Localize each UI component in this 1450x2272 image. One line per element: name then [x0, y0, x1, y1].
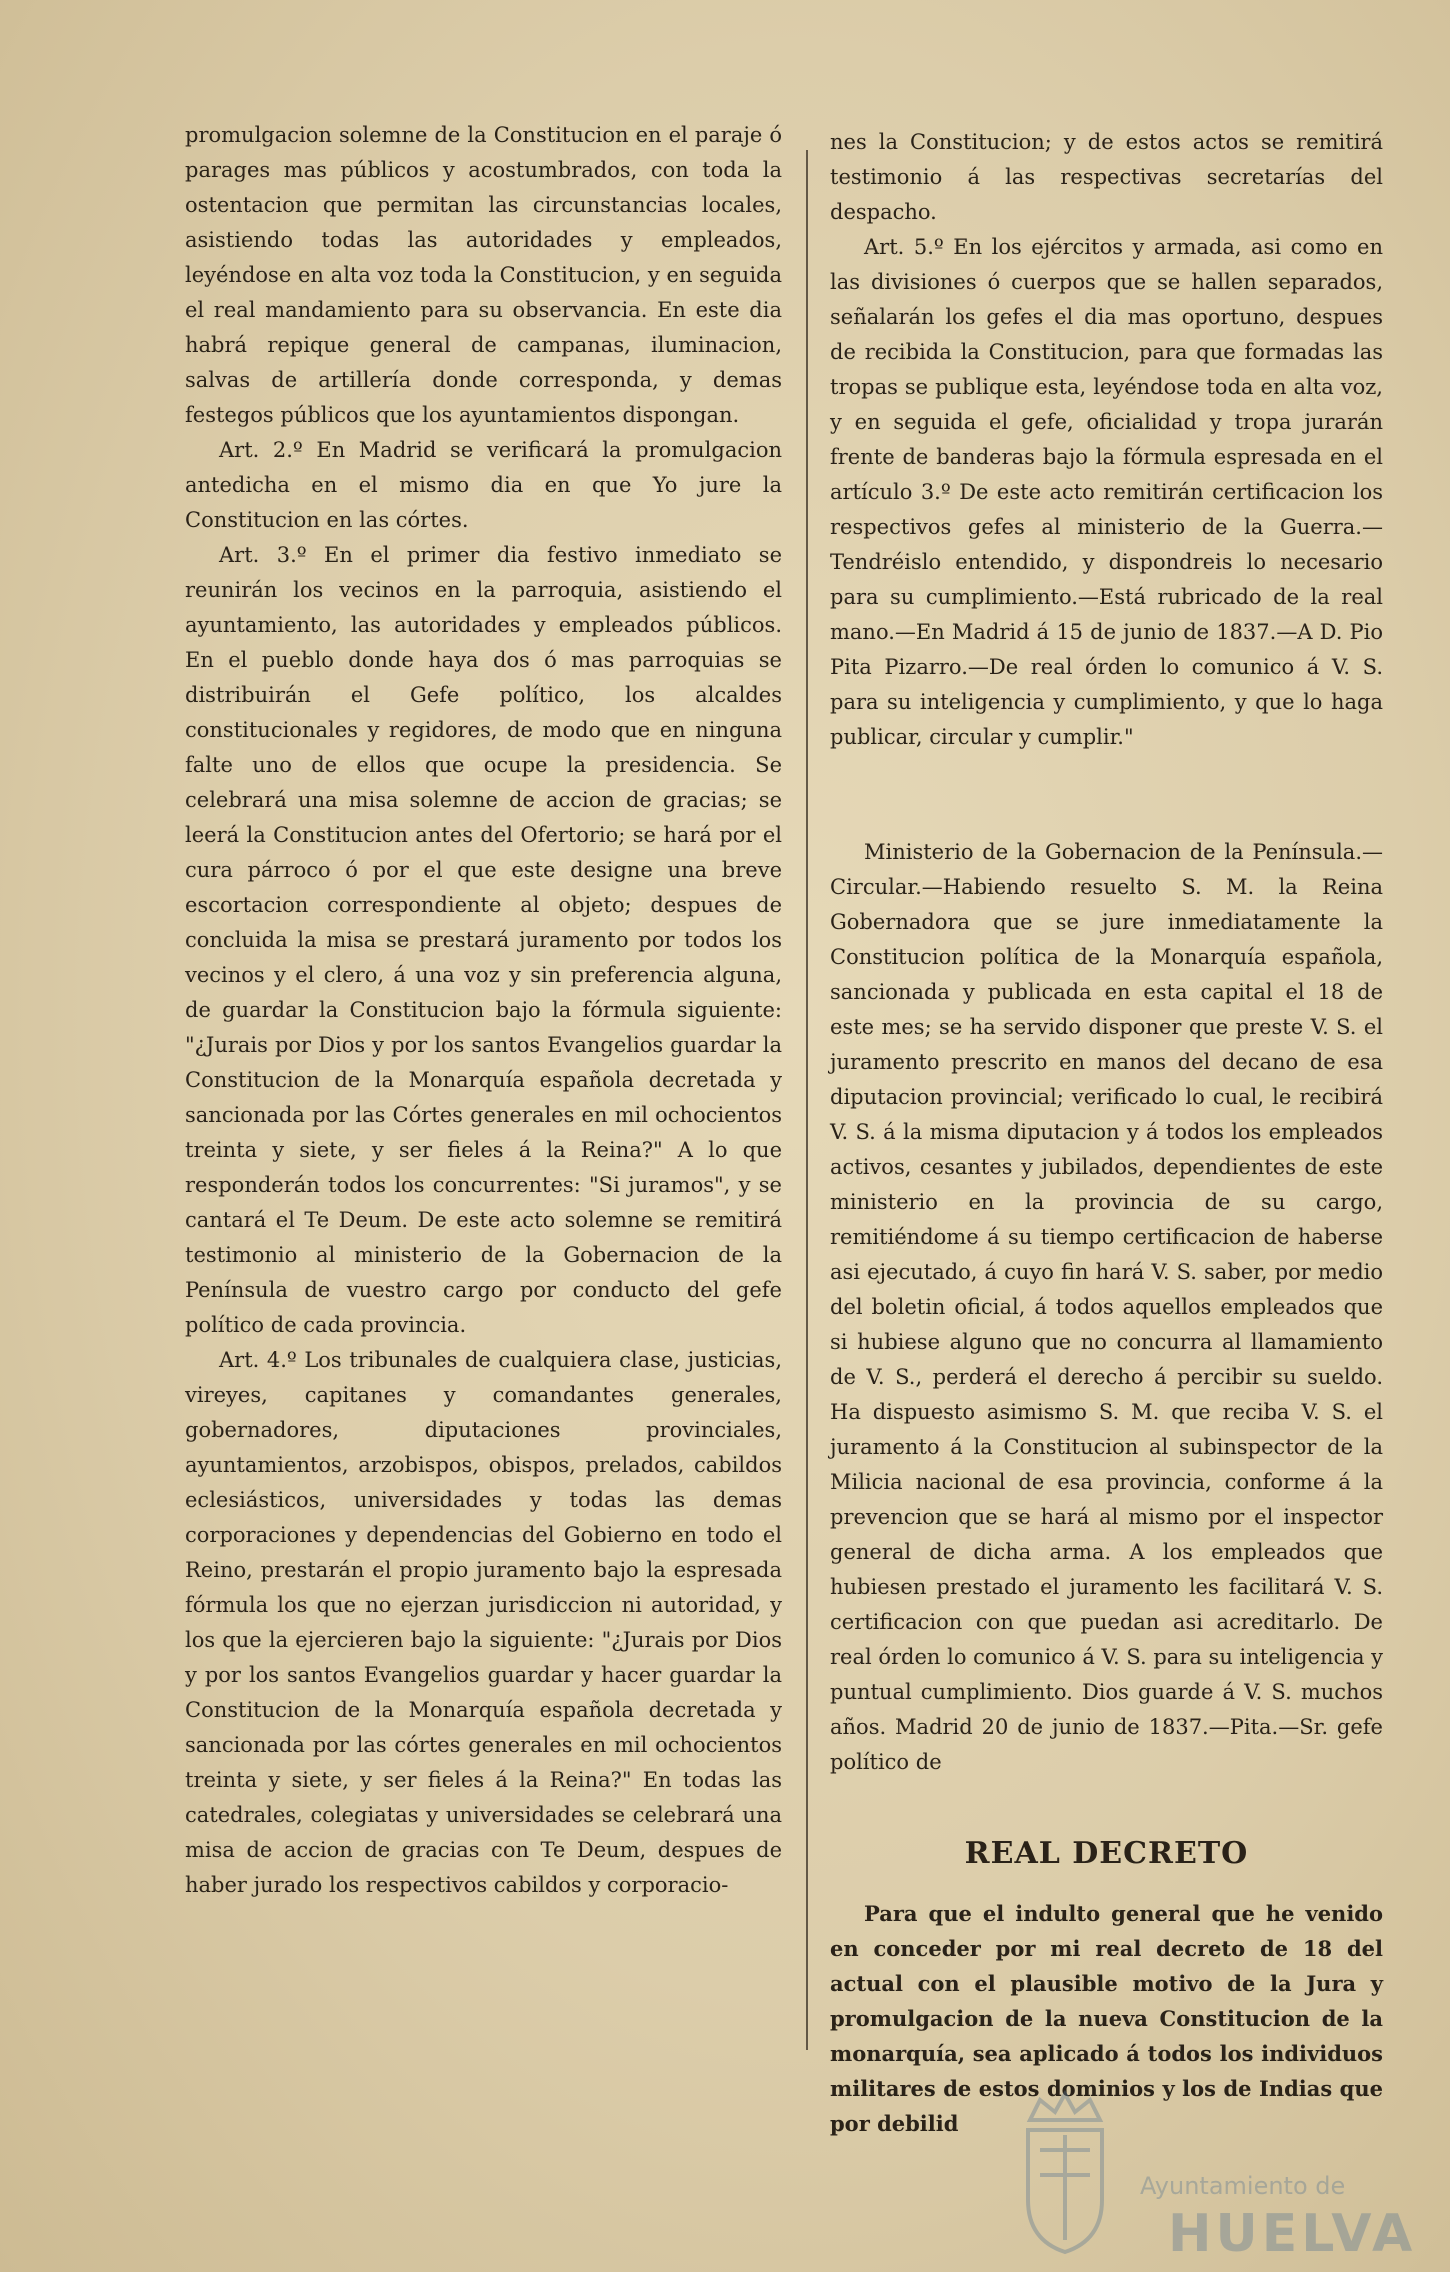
- paragraph-article-3: Art. 3.º En el primer dia festivo inmediato se reunirán los vecinos en la parroquia, asistiendo el ayuntamiento, las autoridades y empleados públicos. En el pueblo donde haya dos ó mas parroquias se distribuirán el Gefe político, los alcaldes constitucionales y regidores, de modo que en ninguna falte uno de ellos que ocupe la presidencia. Se celebrará una misa solemne de accion de gracias; se leerá la Constitucion antes del Ofertorio; se hará por el cura párroco ó por el que este designe una breve escortacion correspondiente al objeto; despues de concluida la misa se prestará juramento por todos los vecinos y el clero, á una voz y sin preferencia alguna, de guardar la Constitucion bajo la fórmula siguiente: "¿Jurais por Dios y por los santos Evangelios guardar la Constitucion de la Monarquía española decretada y sancionada por las Córtes generales en mil ochocientos treinta y siete, y ser fieles á la Reina?" A lo que responderán todos los concurrentes: "Si juramos", y se cantará el Te Deum. De este acto solemne se remitirá testimonio al ministerio de la Gobernacion de la Península de vuestro cargo por conducto del gefe político de cada provincia.: [185, 543, 782, 1337]
- paragraph-article-2: Art. 2.º En Madrid se verificará la promulgacion antedicha en el mismo dia en que Yo jure la Constitucion en las córtes.: [185, 438, 782, 532]
- left-column: [185, 118, 782, 1903]
- paragraph-article-4: Art. 4.º Los tribunales de cualquiera clase, justicias, vireyes, capitanes y comandantes generales, gobernadores, diputaciones provinciales, ayuntamientos, arzobispos, obispos, prelados, cabildos eclesiásticos, universidades y todas las demas corporaciones y dependencias del Gobierno en todo el Reino, prestarán el propio juramento bajo la espresada fórmula los que no ejerzan jurisdiccion ni autoridad, y los que la ejercieren bajo la siguiente: "¿Jurais por Dios y por los santos Evangelios guardar y hacer guardar la Constitucion de la Monarquía española decretada y sancionada por las córtes generales en mil ochocientos treinta y siete, y ser fieles á la Reina?" En todas las catedrales, colegiatas y universidades se celebrará una misa de accion de gracias con Te Deum, despues de haber jurado los respectivos cabildos y corporacio-: [185, 1348, 782, 1897]
- paragraph-circular: Ministerio de la Gobernacion de la Península.—Circular.—Habiendo resuelto S. M. la Reina Gobernadora que se jure inmediatamente la Constitucion política de la Monarquía española, sancionada y publicada en esta capital el 18 de este mes; se ha servido disponer que preste V. S. el juramento prescrito en manos del decano de esa diputacion provincial; verificado lo cual, le recibirá V. S. á la misma diputacion y á todos los empleados activos, cesantes y jubilados, dependientes de este ministerio en la provincia de su cargo, remitiéndome á su tiempo certificacion de haberse asi ejecutado, á cuyo fin hará V. S. saber, por medio del boletin oficial, á todos aquellos empleados que si hubiese alguno que no concurra al llamamiento de V. S., perderá el derecho á percibir su sueldo. Ha dispuesto asimismo S. M. que reciba V. S. el juramento á la Constitucion al subinspector de la Milicia nacional de esa provincia, conforme á la prevencion que se hará al mismo por el inspector general de dicha arma. A los empleados que hubiesen prestado el juramento les facilitará V. S. certificacion con que puedan asi acreditarlo. De real órden lo comunico á V. S. para su inteligencia y puntual cumplimiento. Dios guarde á V. S. muchos años. Madrid 20 de junio de 1837.—Pita.—Sr. gefe político de: [830, 840, 1384, 1774]
- right-column: [830, 125, 1383, 2141]
- column-divider: [806, 150, 808, 2050]
- paragraph-continuation: nes la Constitucion; y de estos actos se remitirá testimonio á las respectivas secretarías del despacho.: [830, 130, 1383, 224]
- real-decreto-heading: REAL DECRETO: [964, 1836, 1249, 1871]
- city-crest-icon: [1010, 2080, 1120, 2260]
- paragraph-article-5: Art. 5.º En los ejércitos y armada, asi como en las divisiones ó cuerpos que se hallen separados, señalarán los gefes el dia mas oportuno, despues de recibida la Constitucion, para que formadas las tropas se publique esta, leyéndose toda en alta voz, y en seguida el gefe, oficialidad y tropa jurarán frente de banderas bajo la fórmula espresada en el artículo 3.º De este acto remitirán certificacion los respectivos gefes al ministerio de la Guerra.—Tendréislo entendido, y dispondreis lo necesario para su cumplimiento.—Está rubricado de la real mano.—En Madrid á 15 de junio de 1837.—A D. Pio Pita Pizarro.—De real órden lo comunico á V. S. para su inteligencia y cumplimiento, y que lo haga publicar, circular y cumplir.": [830, 235, 1383, 749]
- paragraph-promulgacion: promulgacion solemne de la Constitucion en el paraje ó parages mas públicos y acostumbrados, con toda la ostentacion que permitan las circunstancias locales, asistiendo todas las autoridades y empleados, leyéndose en alta voz toda la Constitucion, y en seguida el real mandamiento para su observancia. En este dia habrá repique general de campanas, iluminacion, salvas de artillería donde corresponda, y demas festegos públicos que los ayuntamientos dispongan.: [185, 123, 782, 427]
- watermark-line2: HUELVA: [1168, 2204, 1417, 2264]
- paragraph-decree: Para que el indulto general que he venido en conceder por mi real decreto de 18 del actual con el plausible motivo de la Jura y promulgacion de la nueva Constitucion de la monarquía, sea aplicado á todos los individuos militares de estos dominios y los de Indias que por debilid: [830, 1901, 1383, 2136]
- archive-watermark: [1010, 2080, 1417, 2270]
- section-gap: [830, 755, 1383, 835]
- watermark-line1: Ayuntamiento de: [1140, 2172, 1346, 2200]
